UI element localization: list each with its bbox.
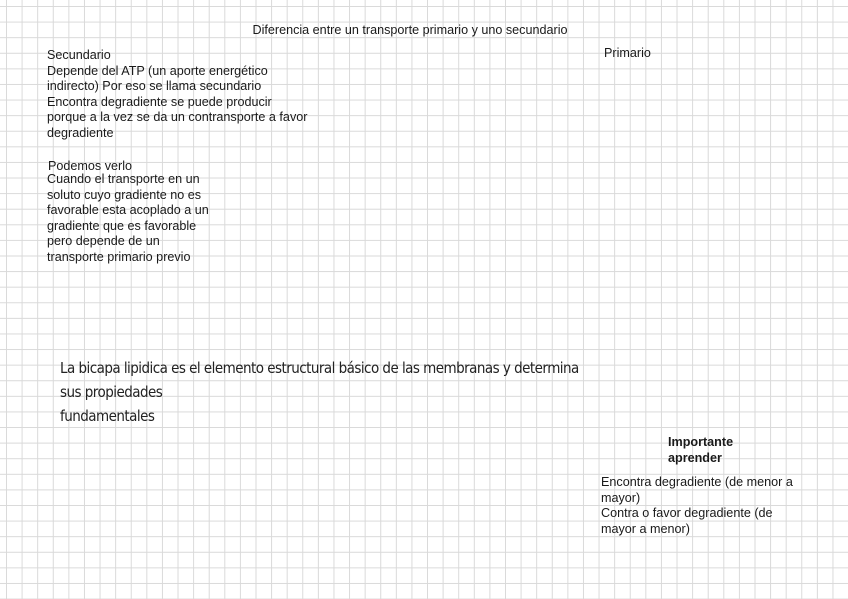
importante-body-text: Encontra degradiente (de menor a mayor) Contra o favor degradiente (de mayor a menor) [601, 475, 793, 536]
cuando-text-block: Cuando el transporte en un soluto cuyo gradiente no es favorable esta acoplado a un gradiente que es favorable pero depende de un transporte primario previo [47, 172, 209, 264]
handwritten-note: La bicapa lipidica es el elemento estructural básico de las membranas y determina sus propiedades fundamentales [60, 359, 579, 425]
secundario-text-block: Secundario Depende del ATP (un aporte energético indirecto) Por eso se llama secundario Encontra degradiente se puede producir porque a la vez se da un contransporte a favor degradiente [47, 48, 308, 140]
podemos-verlo-text: Podemos verlo [48, 159, 132, 173]
primario-label: Primario [604, 46, 651, 60]
importante-heading: Importante aprender [668, 435, 734, 465]
page-title: Diferencia entre un transporte primario y uno secundario [252, 23, 568, 37]
